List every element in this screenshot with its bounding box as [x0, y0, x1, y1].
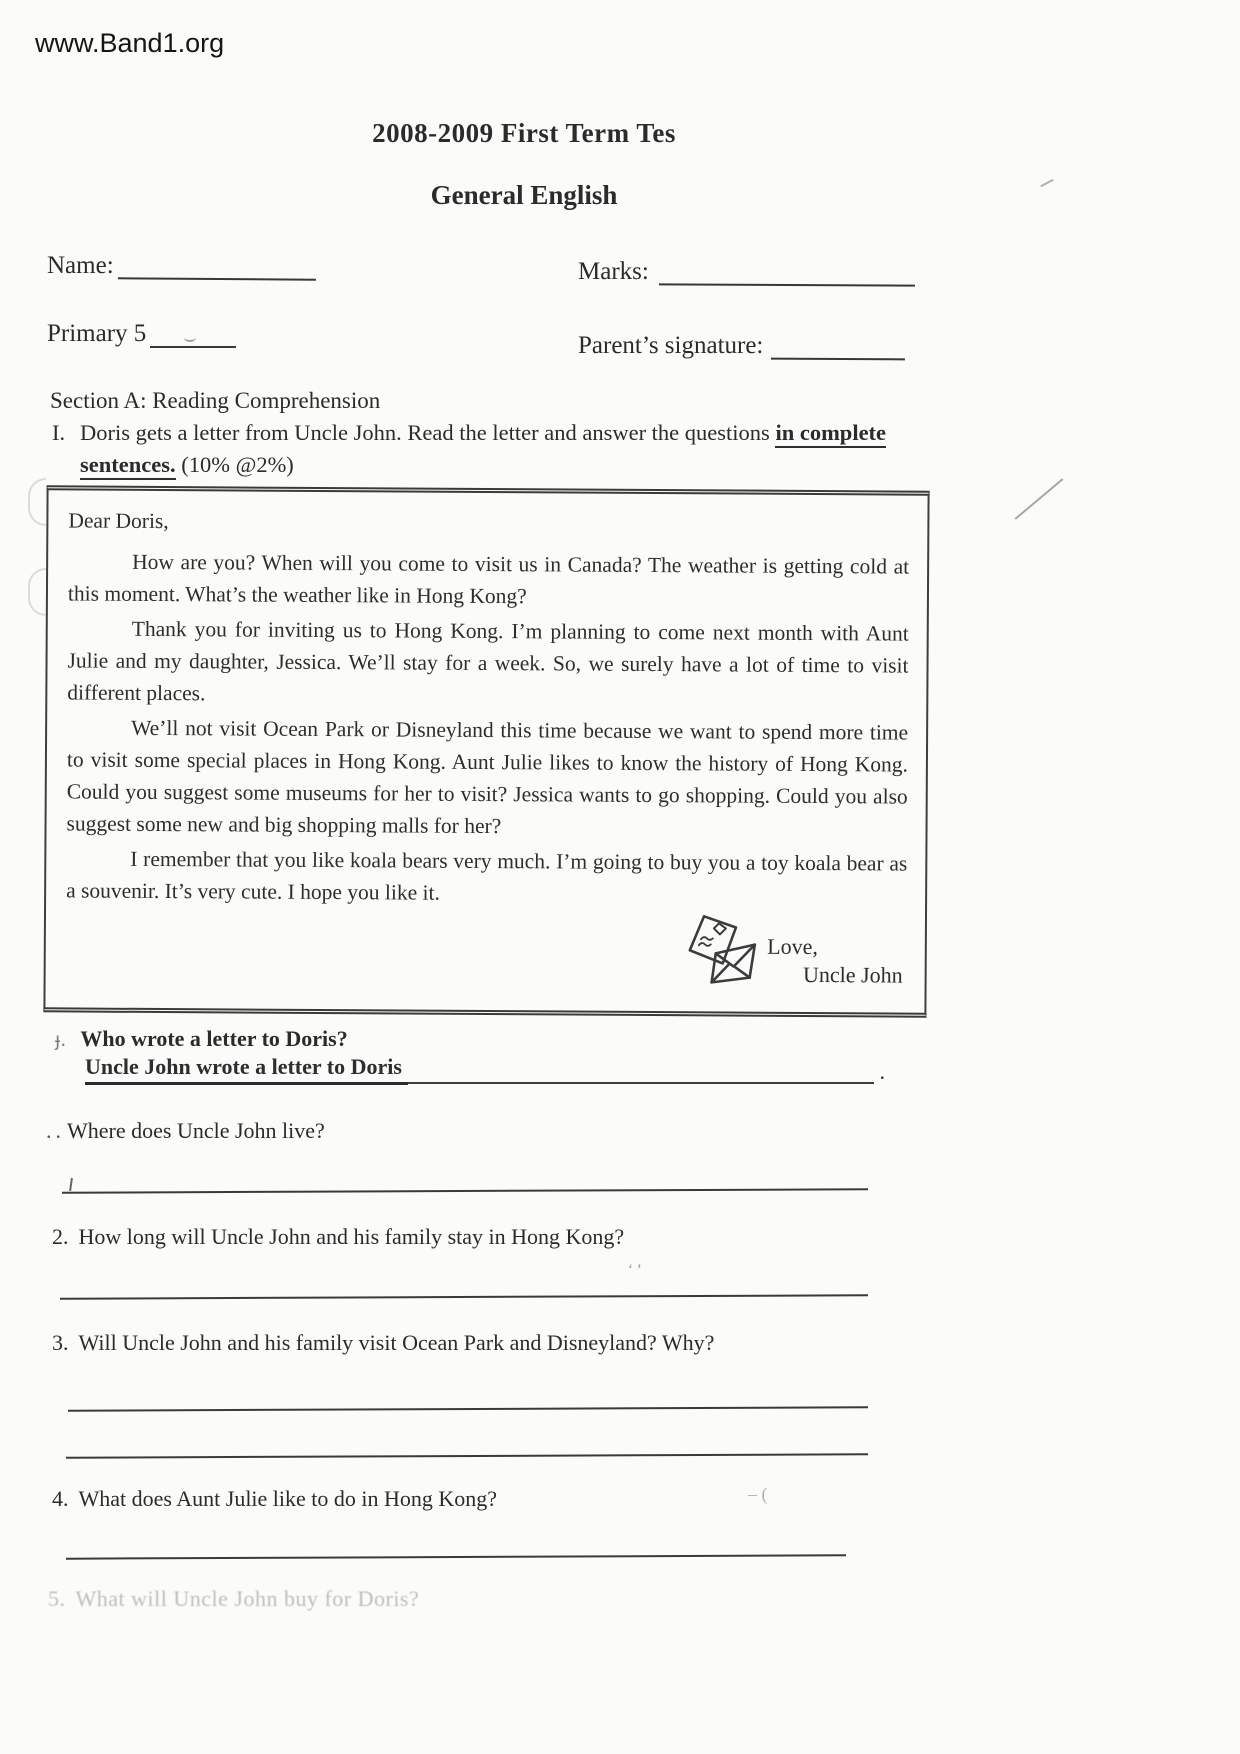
marks-blank-line [659, 255, 915, 286]
answer-line [408, 1082, 874, 1084]
name-field-row [47, 250, 316, 280]
example-answer-row [85, 1054, 885, 1085]
page-subtitle: General English [430, 180, 618, 210]
marks-field-row [578, 256, 915, 286]
name-blank-line [118, 249, 316, 280]
question-3 [52, 1330, 714, 1356]
envelope-icon [673, 913, 759, 986]
question-3-number: 3. [52, 1330, 69, 1355]
letter-paragraph: We’ll not visit Ocean Park or Disneyland this time because we want to spend more time to visit some special places in Hong Kong. Aunt Julie likes to know the history of Hong Kong. Could you suggest some museums for her to visit? Jessica wants to go shopping. Could you also suggest some new and big shopping malls for her? [66, 715, 909, 839]
letter-paragraph: Thank you for inviting us to Hong Kong. I’m planning to come next month with Aunt Julie and my daughter, Jessica. We’ll stay for a week. So, we surely have a lot of time to visit different places. [67, 616, 909, 706]
answer-line [66, 1453, 868, 1458]
question-4 [52, 1486, 497, 1512]
name-label: Name: [47, 252, 114, 279]
instruction-tail: (10% @2%) [181, 452, 294, 477]
instruction-bold-part-2: sentences. [80, 452, 176, 480]
page-title: 2008-2009 First Term Tes [372, 118, 676, 148]
instruction-numeral: I. [52, 420, 66, 445]
class-field-row [47, 318, 236, 348]
question-example-text: Who wrote a letter to Doris? [80, 1026, 348, 1051]
letter-box [43, 485, 929, 1017]
question-2 [52, 1224, 624, 1250]
example-answer-text: Uncle John wrote a letter to Doris [85, 1054, 408, 1085]
scan-artifact [69, 1178, 73, 1191]
answer-line [68, 1406, 868, 1411]
instruction-line-2 [80, 452, 294, 478]
class-blank-line [150, 318, 236, 348]
letter-salutation: Dear Doris, [68, 508, 169, 534]
letter-closing: Love, [767, 933, 819, 960]
question-5-text: What will Uncle John buy for Doris? [75, 1586, 420, 1611]
scan-artifact: ‘ ’ [628, 1262, 642, 1278]
parent-field-row [578, 330, 905, 360]
question-4-text: What does Aunt Julie like to do in Hong Kong? [78, 1486, 498, 1511]
parent-signature-label: Parent’s signature: [578, 332, 764, 359]
instruction-text: Doris gets a letter from Uncle John. Read the letter and answer the questions [80, 420, 770, 445]
question-1 [46, 1118, 325, 1144]
question-4-number: 4. [52, 1486, 69, 1511]
title-wrap [0, 118, 1048, 149]
parent-signature-blank-line [771, 330, 905, 361]
trailing-period: . [879, 1059, 885, 1084]
scan-artifact [1015, 478, 1064, 519]
scan-artifact [28, 568, 46, 616]
answer-line [62, 1188, 868, 1194]
question-2-text: How long will Uncle John and his family stay in Hong Kong? [78, 1224, 625, 1249]
question-2-number: 2. [52, 1224, 69, 1249]
question-3-text: Will Uncle John and his family visit Ocean Park and Disneyland? Why? [78, 1330, 715, 1355]
question-1-number: .. [46, 1118, 65, 1143]
answer-line [66, 1554, 846, 1559]
instruction-bold-part-1: in complete [775, 420, 886, 448]
letter-signer-name: Uncle John [802, 961, 903, 988]
site-url: www.Band1.org [35, 28, 225, 58]
class-label: Primary 5 [47, 320, 147, 347]
answer-line [60, 1294, 868, 1300]
scan-artifact: – ( [748, 1484, 768, 1504]
marks-label: Marks: [578, 258, 649, 285]
instruction-line-1 [52, 420, 886, 446]
scan-artifact [184, 333, 196, 342]
letter-paragraph: How are you? When will you come to visit us in Canada? The weather is getting cold at this moment. What’s the weather like in Hong Kong? [67, 549, 910, 609]
question-example-number: ɟ. [55, 1029, 67, 1051]
letter-signature-block [66, 909, 907, 988]
section-heading: Section A: Reading Comprehension [50, 388, 381, 413]
question-1-text: Where does Uncle John live? [67, 1118, 325, 1143]
scan-artifact [28, 478, 46, 526]
question-5-number: 5. [48, 1586, 66, 1611]
subtitle-wrap [0, 180, 1048, 211]
question-5 [48, 1586, 419, 1612]
question-example [55, 1026, 348, 1052]
letter-paragraph: I remember that you like koala bears very much. I’m going to buy you a toy koala bear as a souvenir. It’s very cute. I hope you like it. [66, 846, 908, 905]
